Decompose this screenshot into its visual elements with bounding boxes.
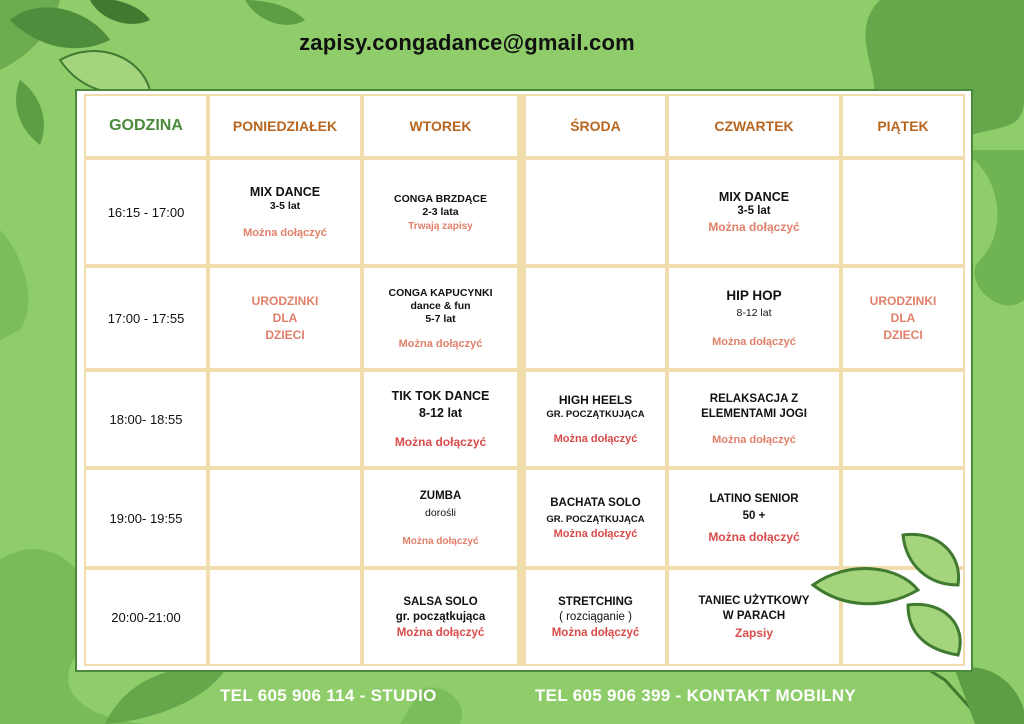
header-godzina: GODZINA xyxy=(109,117,183,134)
class-title: BACHATA SOLO xyxy=(550,497,641,509)
header-tuesday: WTOREK xyxy=(409,118,472,134)
class-title: MIX DANCE xyxy=(249,185,321,199)
empty-cell xyxy=(208,370,362,468)
empty-cell xyxy=(524,158,667,266)
class-title: MIX DANCE xyxy=(718,190,790,204)
class-note: Można dołączyć xyxy=(708,530,800,544)
class-title-line-2: ELEMENTAMI JOGI xyxy=(701,408,807,420)
class-subtitle: ( rozciąganie ) xyxy=(559,611,632,623)
header-friday: PIĄTEK xyxy=(877,118,929,134)
header-cell-monday xyxy=(208,94,362,158)
class-subtitle: 50 + xyxy=(742,510,766,522)
birthday-line-2: DLA xyxy=(272,311,298,325)
empty-cell xyxy=(208,568,362,666)
class-cell-tuesday-5 xyxy=(362,568,519,666)
class-title: STRETCHING xyxy=(558,596,633,608)
class-cell-monday-1 xyxy=(208,158,362,266)
class-age: 3-5 lat xyxy=(737,205,771,217)
header-monday: PONIEDZIAŁEK xyxy=(232,118,338,134)
class-subtitle: dance & fun xyxy=(410,299,471,312)
header-thursday: CZWARTEK xyxy=(714,118,794,134)
class-note: Można dołączyć xyxy=(243,227,327,239)
class-cell-thursday-2 xyxy=(667,266,841,370)
class-cell-thursday-1 xyxy=(667,158,841,266)
header-cell-friday xyxy=(841,94,965,158)
class-note: Można dołączyć xyxy=(553,528,638,540)
footer-phone-mobile[interactable]: TEL 605 906 399 - KONTAKT MOBILNY xyxy=(535,686,857,705)
time-label: 19:00- 19:55 xyxy=(109,510,183,526)
class-note: Można dołączyć xyxy=(398,337,483,350)
header-cell-thursday xyxy=(667,94,841,158)
class-subtitle: dorośli xyxy=(425,507,456,519)
class-title: CONGA BRZDĄCE xyxy=(394,192,487,205)
class-title: HIGH HEELS xyxy=(558,393,633,407)
class-title-line-1: TANIEC UŻYTKOWY xyxy=(698,595,810,607)
class-note: Można dołączyć xyxy=(394,435,487,449)
class-title-line-1: RELAKSACJA Z xyxy=(709,393,799,405)
class-subtitle: gr. początkująca xyxy=(395,611,486,623)
class-title: LATINO SENIOR xyxy=(709,493,799,505)
class-note: Można dołączyć xyxy=(708,220,800,234)
header-cell-wednesday xyxy=(524,94,667,158)
class-cell-tuesday-2 xyxy=(362,266,519,370)
leaf-overlay-icon xyxy=(808,530,978,660)
time-cell xyxy=(84,266,208,370)
column-divider xyxy=(519,94,524,666)
class-note: Można dołączyć xyxy=(712,336,796,348)
empty-cell xyxy=(841,158,965,266)
class-cell-tuesday-4 xyxy=(362,468,519,568)
time-label: 20:00-21:00 xyxy=(111,609,181,625)
class-cell-thursday-3 xyxy=(667,370,841,468)
time-label: 17:00 - 17:55 xyxy=(107,310,185,326)
header-cell-tuesday xyxy=(362,94,519,158)
time-cell xyxy=(84,370,208,468)
class-title-line-2: W PARACH xyxy=(722,610,786,622)
class-note: Można dołączyć xyxy=(551,627,640,639)
class-cell-wednesday-4 xyxy=(524,468,667,568)
birthday-line-2: DLA xyxy=(890,311,916,325)
empty-cell xyxy=(524,266,667,370)
class-age: 2-3 lata xyxy=(422,205,459,218)
class-title: CONGA KAPUCYNKI xyxy=(388,286,493,299)
header-wednesday: ŚRODA xyxy=(570,118,621,134)
time-cell xyxy=(84,468,208,568)
class-age: 3-5 lat xyxy=(269,200,301,212)
class-cell-tuesday-1 xyxy=(362,158,519,266)
class-subtitle: GR. POCZĄTKUJĄCA xyxy=(546,514,645,525)
contact-email[interactable]: zapisy.congadance@gmail.com xyxy=(299,30,635,55)
header-cell-godzina xyxy=(84,94,208,158)
birthday-line-1: URODZINKI xyxy=(869,294,937,308)
class-cell-monday-2 xyxy=(208,266,362,370)
empty-cell xyxy=(841,370,965,468)
time-label: 16:15 - 17:00 xyxy=(107,204,185,220)
class-note: Trwają zapisy xyxy=(408,220,473,232)
class-age: 5-7 lat xyxy=(425,312,456,325)
time-label: 18:00- 18:55 xyxy=(109,411,183,427)
footer-phone-studio[interactable]: TEL 605 906 114 - STUDIO xyxy=(220,686,437,705)
birthday-line-3: DZIECI xyxy=(883,328,923,342)
time-cell xyxy=(84,568,208,666)
class-subtitle: GR. POCZĄTKUJĄCA xyxy=(546,409,645,420)
class-cell-wednesday-5 xyxy=(524,568,667,666)
class-cell-wednesday-3 xyxy=(524,370,667,468)
empty-cell xyxy=(208,468,362,568)
time-cell xyxy=(84,158,208,266)
class-note: Zapsiy xyxy=(734,626,773,640)
class-cell-tuesday-3 xyxy=(362,370,519,468)
class-age: 8-12 lat xyxy=(736,307,772,319)
class-title: SALSA SOLO xyxy=(403,596,478,608)
class-note: Można dołączyć xyxy=(402,536,479,547)
birthday-line-3: DZIECI xyxy=(265,328,305,342)
class-note: Można dołączyć xyxy=(553,433,638,445)
birthday-line-1: URODZINKI xyxy=(251,294,319,308)
class-age: 8-12 lat xyxy=(418,406,463,420)
class-cell-friday-2 xyxy=(841,266,965,370)
class-note: Można dołączyć xyxy=(712,434,796,446)
class-title: HIP HOP xyxy=(726,288,782,303)
class-title: ZUMBA xyxy=(419,490,462,502)
class-note: Można dołączyć xyxy=(396,627,485,639)
class-title: TIK TOK DANCE xyxy=(391,389,490,403)
